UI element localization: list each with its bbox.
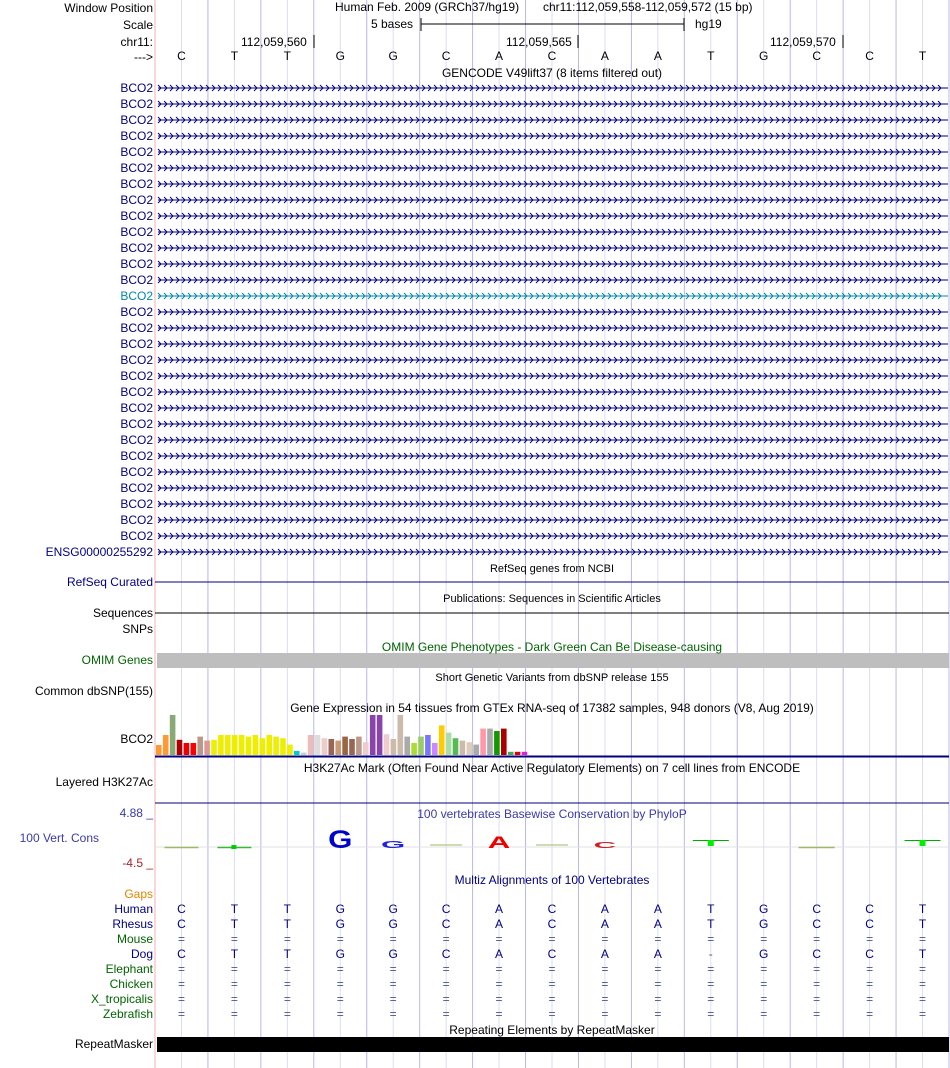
gencode-transcript-label[interactable]: BCO2 <box>120 305 153 319</box>
gtex-tissue-bar <box>329 739 335 755</box>
multiz-base: = <box>760 992 768 1006</box>
gencode-transcript-label[interactable]: BCO2 <box>120 81 153 95</box>
multiz-base: G <box>759 947 769 961</box>
gencode-transcript-label[interactable]: BCO2 <box>120 209 153 223</box>
multiz-track-title: Multiz Alignments of 100 Vertebrates <box>454 873 650 887</box>
gencode-transcript-label[interactable]: BCO2 <box>120 145 153 159</box>
phylop-score-marker <box>708 840 714 846</box>
gtex-tissue-bar <box>294 751 300 755</box>
gencode-transcript-label[interactable]: BCO2 <box>120 321 153 335</box>
refseq-track-label[interactable]: RefSeq Curated <box>66 575 153 589</box>
multiz-base: = <box>707 932 715 946</box>
multiz-base: C <box>547 917 557 931</box>
multiz-base: G <box>388 947 398 961</box>
gtex-tissue-bar <box>425 735 431 755</box>
multiz-base: T <box>707 902 715 916</box>
multiz-base: = <box>601 1007 609 1021</box>
multiz-base: C <box>812 917 821 931</box>
gtex-tissue-bar <box>225 735 231 755</box>
multiz-base: = <box>336 977 344 991</box>
snps-label[interactable]: SNPs <box>122 622 153 636</box>
gtex-tissue-bar <box>515 752 521 755</box>
multiz-base: C <box>865 947 874 961</box>
multiz-base: C <box>865 917 874 931</box>
multiz-base: C <box>177 947 186 961</box>
multiz-base: C <box>547 947 557 961</box>
window-position-label: Window Position <box>64 1 153 15</box>
multiz-base: = <box>177 962 185 976</box>
multiz-base: T <box>707 917 715 931</box>
multiz-base: A <box>653 947 662 961</box>
gtex-tissue-bar <box>197 737 203 755</box>
chrom-label: chr11: <box>120 35 153 49</box>
multiz-base: = <box>601 977 609 991</box>
assembly-title: Human Feb. 2009 (GRCh37/hg19) <box>335 0 520 14</box>
gtex-tissue-bar <box>480 729 486 755</box>
multiz-base: = <box>230 932 238 946</box>
gtex-tissue-bar <box>191 743 197 755</box>
multiz-base: = <box>283 932 291 946</box>
multiz-base: = <box>230 962 238 976</box>
base-letter: T <box>230 49 239 63</box>
gencode-transcript-label[interactable]: BCO2 <box>120 385 153 399</box>
scale-label: Scale <box>122 18 153 32</box>
repeatmasker-track-label[interactable]: RepeatMasker <box>74 1037 153 1051</box>
multiz-base: = <box>442 1007 450 1021</box>
phylop-logo-letter: G <box>328 826 353 854</box>
multiz-base: = <box>442 992 450 1006</box>
gtex-tissue-bar <box>260 738 266 755</box>
multiz-base: = <box>760 932 768 946</box>
multiz-base: = <box>230 992 238 1006</box>
multiz-base: = <box>654 992 662 1006</box>
multiz-base: = <box>442 932 450 946</box>
gencode-transcript-label[interactable]: BCO2 <box>120 449 153 463</box>
repeatmasker-feature-bar <box>157 1037 949 1052</box>
multiz-base: G <box>335 947 345 961</box>
multiz-base: = <box>866 932 874 946</box>
omim-track-title: OMIM Gene Phenotypes - Dark Green Can Be Disease-causing <box>381 640 723 654</box>
gencode-transcript-label[interactable]: BCO2 <box>120 369 153 383</box>
gtex-tissue-bar <box>432 743 438 755</box>
phylop-ymax-label: 4.88 _ <box>119 806 153 820</box>
multiz-base: = <box>495 977 503 991</box>
base-letter: C <box>177 49 186 63</box>
position-tick-label: 112,059,570 <box>770 35 836 49</box>
gencode-track-title: GENCODE V49lift37 (8 items filtered out) <box>441 66 663 80</box>
gtex-tissue-bar <box>232 735 238 755</box>
multiz-species-label[interactable]: Mouse <box>116 932 153 946</box>
multiz-base: = <box>654 962 662 976</box>
gtex-tissue-bar <box>322 738 328 755</box>
multiz-base: = <box>177 1007 185 1021</box>
repeatmasker-track-title: Repeating Elements by RepeatMasker <box>449 1023 655 1037</box>
multiz-base: = <box>548 977 556 991</box>
multiz-species-label[interactable]: Chicken <box>109 977 153 991</box>
multiz-species-label[interactable]: Dog <box>130 947 153 961</box>
gencode-transcript-label[interactable]: BCO2 <box>120 161 153 175</box>
gtex-tissue-bar <box>177 740 183 755</box>
multiz-base: = <box>548 932 556 946</box>
gencode-transcript-label[interactable]: BCO2 <box>120 401 153 415</box>
gencode-transcript-label[interactable]: BCO2 <box>120 225 153 239</box>
gtex-tissue-bar <box>163 735 169 755</box>
phylop-logo-letter: A <box>487 833 511 853</box>
multiz-base: = <box>389 932 397 946</box>
gencode-transcript-label[interactable]: BCO2 <box>120 529 153 543</box>
omim-feature-bar <box>157 653 949 668</box>
multiz-base: = <box>707 1007 715 1021</box>
multiz-base: = <box>813 977 821 991</box>
multiz-base: = <box>442 962 450 976</box>
multiz-base: = <box>866 1007 874 1021</box>
multiz-base: G <box>759 902 769 916</box>
multiz-base: = <box>336 932 344 946</box>
h3k27ac-track-title: H3K27Ac Mark (Often Found Near Active Regulatory Elements) on 7 cell lines from ENCODE <box>303 761 801 775</box>
base-letter: A <box>600 49 609 63</box>
gtex-tissue-bar <box>370 715 376 755</box>
gtex-tissue-bar <box>460 741 466 755</box>
dbsnp-track-label[interactable]: Common dbSNP(155) <box>34 684 153 698</box>
gtex-tissue-bar <box>398 715 404 755</box>
gtex-tissue-bar <box>156 745 162 755</box>
multiz-base: = <box>866 962 874 976</box>
gtex-tissue-bar <box>356 737 362 755</box>
gtex-tissue-bar <box>315 735 321 755</box>
gtex-tissue-bar <box>473 745 479 755</box>
h3k27ac-track-label[interactable]: Layered H3K27Ac <box>55 775 153 789</box>
multiz-base: = <box>654 932 662 946</box>
gencode-transcript-label[interactable]: BCO2 <box>120 513 153 527</box>
multiz-base: C <box>441 902 451 916</box>
multiz-species-label[interactable]: Human <box>114 902 153 916</box>
multiz-base: A <box>600 917 609 931</box>
scale-db: hg19 <box>695 17 722 31</box>
multiz-base: = <box>707 962 715 976</box>
gtex-tissue-bar <box>508 752 514 755</box>
gencode-transcript-label[interactable]: BCO2 <box>120 113 153 127</box>
gtex-tissue-bar <box>501 729 507 755</box>
gtex-tissue-bar <box>391 739 397 755</box>
multiz-base: G <box>335 917 345 931</box>
gencode-transcript-label[interactable]: BCO2 <box>120 177 153 191</box>
gencode-transcript-label[interactable]: BCO2 <box>120 337 153 351</box>
gtex-tissue-bar <box>280 738 286 755</box>
gencode-transcript-label[interactable]: BCO2 <box>120 417 153 431</box>
gtex-tissue-bar <box>377 715 383 755</box>
gencode-transcript-label[interactable]: BCO2 <box>120 481 153 495</box>
position-tick-label: 112,059,560 <box>241 35 307 49</box>
multiz-species-label[interactable]: X_tropicalis <box>90 992 153 1006</box>
base-letter: T <box>918 49 927 63</box>
multiz-base: A <box>495 947 504 961</box>
gtex-tissue-bar <box>211 740 217 755</box>
phylop-logo-letter: C <box>593 840 617 850</box>
multiz-base: T <box>283 917 291 931</box>
phylop-score-marker <box>231 845 236 849</box>
multiz-base: = <box>283 1007 291 1021</box>
multiz-base: = <box>707 992 715 1006</box>
multiz-base: T <box>283 902 291 916</box>
multiz-base: = <box>283 962 291 976</box>
position-title: chr11:112,059,558-112,059,572 (15 bp) <box>543 0 753 14</box>
base-letter: T <box>707 49 715 63</box>
multiz-base: A <box>600 947 609 961</box>
gtex-tissue-bar <box>273 737 279 755</box>
multiz-base: T <box>918 902 927 916</box>
multiz-base: = <box>442 977 450 991</box>
gencode-transcript-label[interactable]: BCO2 <box>120 353 153 367</box>
multiz-base: = <box>654 1007 662 1021</box>
gtex-tissue-bar <box>246 737 252 755</box>
multiz-base: = <box>283 977 291 991</box>
phylop-ymin-label: -4.5 _ <box>122 856 153 870</box>
gtex-tissue-bar <box>266 735 272 755</box>
multiz-base: C <box>812 902 821 916</box>
gtex-tissue-bar <box>439 725 445 755</box>
gencode-transcript-label[interactable]: BCO2 <box>120 433 153 447</box>
multiz-base: = <box>230 1007 238 1021</box>
gtex-tissue-bar <box>487 729 493 755</box>
gencode-transcript-label[interactable]: BCO2 <box>120 273 153 287</box>
phylop-logo-letter: G <box>381 838 406 851</box>
gtex-tissue-bar <box>418 737 424 755</box>
gtex-tissue-bar <box>467 742 473 755</box>
multiz-base: = <box>495 932 503 946</box>
base-letter: T <box>283 49 291 63</box>
gencode-transcript-label[interactable]: BCO2 <box>120 465 153 479</box>
multiz-base: C <box>865 902 874 916</box>
multiz-base: - <box>708 947 713 961</box>
multiz-base: = <box>919 962 927 976</box>
multiz-base: T <box>918 947 927 961</box>
multiz-base: = <box>866 992 874 1006</box>
multiz-base: C <box>812 947 821 961</box>
gtex-track-label[interactable]: BCO2 <box>120 732 153 746</box>
gtex-tissue-bar <box>349 739 355 755</box>
multiz-base: T <box>918 917 927 931</box>
multiz-base: = <box>336 962 344 976</box>
multiz-base: T <box>230 917 239 931</box>
multiz-base: = <box>866 977 874 991</box>
multiz-base: = <box>389 977 397 991</box>
multiz-species-label[interactable]: Rhesus <box>112 917 153 931</box>
gtex-tissue-bar <box>218 735 224 755</box>
phylop-track-title: 100 vertebrates Basewise Conservation by PhyloP <box>417 807 687 821</box>
base-letter: C <box>865 49 874 63</box>
gtex-tissue-bar <box>446 733 452 755</box>
multiz-base: = <box>495 962 503 976</box>
multiz-base: = <box>601 992 609 1006</box>
phylop-score-marker <box>920 840 926 846</box>
gtex-tissue-bar <box>239 735 245 755</box>
multiz-base: = <box>336 992 344 1006</box>
multiz-species-label[interactable]: Elephant <box>105 962 153 976</box>
base-letter: C <box>812 49 821 63</box>
gtex-tissue-bar <box>384 734 390 755</box>
gtex-tissue-bar <box>170 715 176 755</box>
multiz-base: C <box>441 947 451 961</box>
multiz-base: T <box>230 902 239 916</box>
multiz-base: = <box>813 992 821 1006</box>
gtex-track-title: Gene Expression in 54 tissues from GTEx RNA-seq of 17382 samples, 948 donors (V8, Aug 2019) <box>290 701 814 715</box>
gencode-transcript-label[interactable]: BCO2 <box>120 241 153 255</box>
gencode-transcript-label[interactable]: BCO2 <box>120 97 153 111</box>
multiz-base: = <box>760 1007 768 1021</box>
multiz-base: = <box>495 992 503 1006</box>
multiz-base: = <box>177 932 185 946</box>
multiz-base: = <box>177 977 185 991</box>
multiz-base: T <box>283 947 291 961</box>
gencode-transcript-label[interactable]: ENSG00000255292 <box>45 545 153 559</box>
multiz-base: = <box>707 977 715 991</box>
multiz-base: A <box>653 917 662 931</box>
multiz-base: = <box>548 1007 556 1021</box>
multiz-base: C <box>177 917 186 931</box>
gtex-tissue-bar <box>253 735 259 755</box>
gtex-tissue-bar <box>287 745 293 755</box>
multiz-gaps-label: Gaps <box>124 887 153 901</box>
multiz-base: = <box>389 962 397 976</box>
dbsnp-track-title: Short Genetic Variants from dbSNP release 155 <box>435 672 669 684</box>
multiz-base: = <box>919 932 927 946</box>
refseq-track-title: RefSeq genes from NCBI <box>489 563 615 575</box>
base-letter: G <box>388 49 398 63</box>
multiz-base: = <box>336 1007 344 1021</box>
gtex-tissue-bar <box>335 741 341 755</box>
gencode-transcript-label[interactable]: BCO2 <box>120 129 153 143</box>
multiz-base: = <box>919 992 927 1006</box>
gencode-transcript-label[interactable]: BCO2 <box>120 289 153 303</box>
multiz-base: T <box>230 947 239 961</box>
base-letter: C <box>547 49 557 63</box>
omim-track-label[interactable]: OMIM Genes <box>81 653 153 667</box>
gtex-tissue-bar <box>404 737 410 755</box>
multiz-base: A <box>600 902 609 916</box>
multiz-base: C <box>441 917 451 931</box>
multiz-base: = <box>283 992 291 1006</box>
multiz-base: C <box>547 902 557 916</box>
multiz-base: G <box>388 902 398 916</box>
gtex-tissue-bar <box>363 742 369 755</box>
multiz-base: A <box>495 917 504 931</box>
phylop-track-label[interactable]: 100 Vert. Cons <box>19 831 99 845</box>
multiz-base: G <box>335 902 345 916</box>
gencode-transcript-label[interactable]: BCO2 <box>120 497 153 511</box>
multiz-base: = <box>389 992 397 1006</box>
gtex-tissue-bar <box>301 753 307 755</box>
gtex-tissue-bar <box>342 737 348 755</box>
multiz-base: = <box>919 1007 927 1021</box>
multiz-base: = <box>760 962 768 976</box>
multiz-base: = <box>813 932 821 946</box>
multiz-base: A <box>653 902 662 916</box>
base-letter: A <box>495 49 504 63</box>
multiz-base: = <box>601 932 609 946</box>
multiz-base: G <box>388 917 398 931</box>
scale-text: 5 bases <box>371 17 414 31</box>
multiz-base: = <box>177 992 185 1006</box>
base-letter: A <box>653 49 662 63</box>
multiz-base: = <box>548 962 556 976</box>
gtex-tissue-bar <box>453 738 459 755</box>
multiz-base: = <box>548 992 556 1006</box>
strand-label: ---> <box>134 50 153 64</box>
multiz-base: = <box>389 1007 397 1021</box>
multiz-base: = <box>760 977 768 991</box>
position-tick-label: 112,059,565 <box>506 35 572 49</box>
gencode-transcript-label[interactable]: BCO2 <box>120 193 153 207</box>
multiz-species-label[interactable]: Zebrafish <box>102 1007 153 1021</box>
gtex-tissue-bar <box>204 741 210 755</box>
gtex-tissue-bar <box>411 743 417 755</box>
base-letter: C <box>441 49 451 63</box>
gtex-tissue-bar <box>308 735 314 755</box>
publications-track-title: Publications: Sequences in Scientific Articles <box>443 593 661 605</box>
gencode-transcript-label[interactable]: BCO2 <box>120 257 153 271</box>
gtex-tissue-bar <box>184 743 190 755</box>
gtex-tissue-bar <box>522 752 528 755</box>
publications-track-label[interactable]: Sequences <box>92 606 153 620</box>
multiz-base: = <box>813 962 821 976</box>
multiz-base: C <box>177 902 186 916</box>
gtex-tissue-bar <box>494 731 500 755</box>
multiz-base: A <box>495 902 504 916</box>
base-letter: G <box>759 49 769 63</box>
multiz-base: = <box>654 977 662 991</box>
multiz-base: G <box>759 917 769 931</box>
base-letter: G <box>335 49 345 63</box>
multiz-base: = <box>919 977 927 991</box>
multiz-base: = <box>230 977 238 991</box>
multiz-base: = <box>495 1007 503 1021</box>
multiz-base: = <box>813 1007 821 1021</box>
multiz-base: = <box>601 962 609 976</box>
